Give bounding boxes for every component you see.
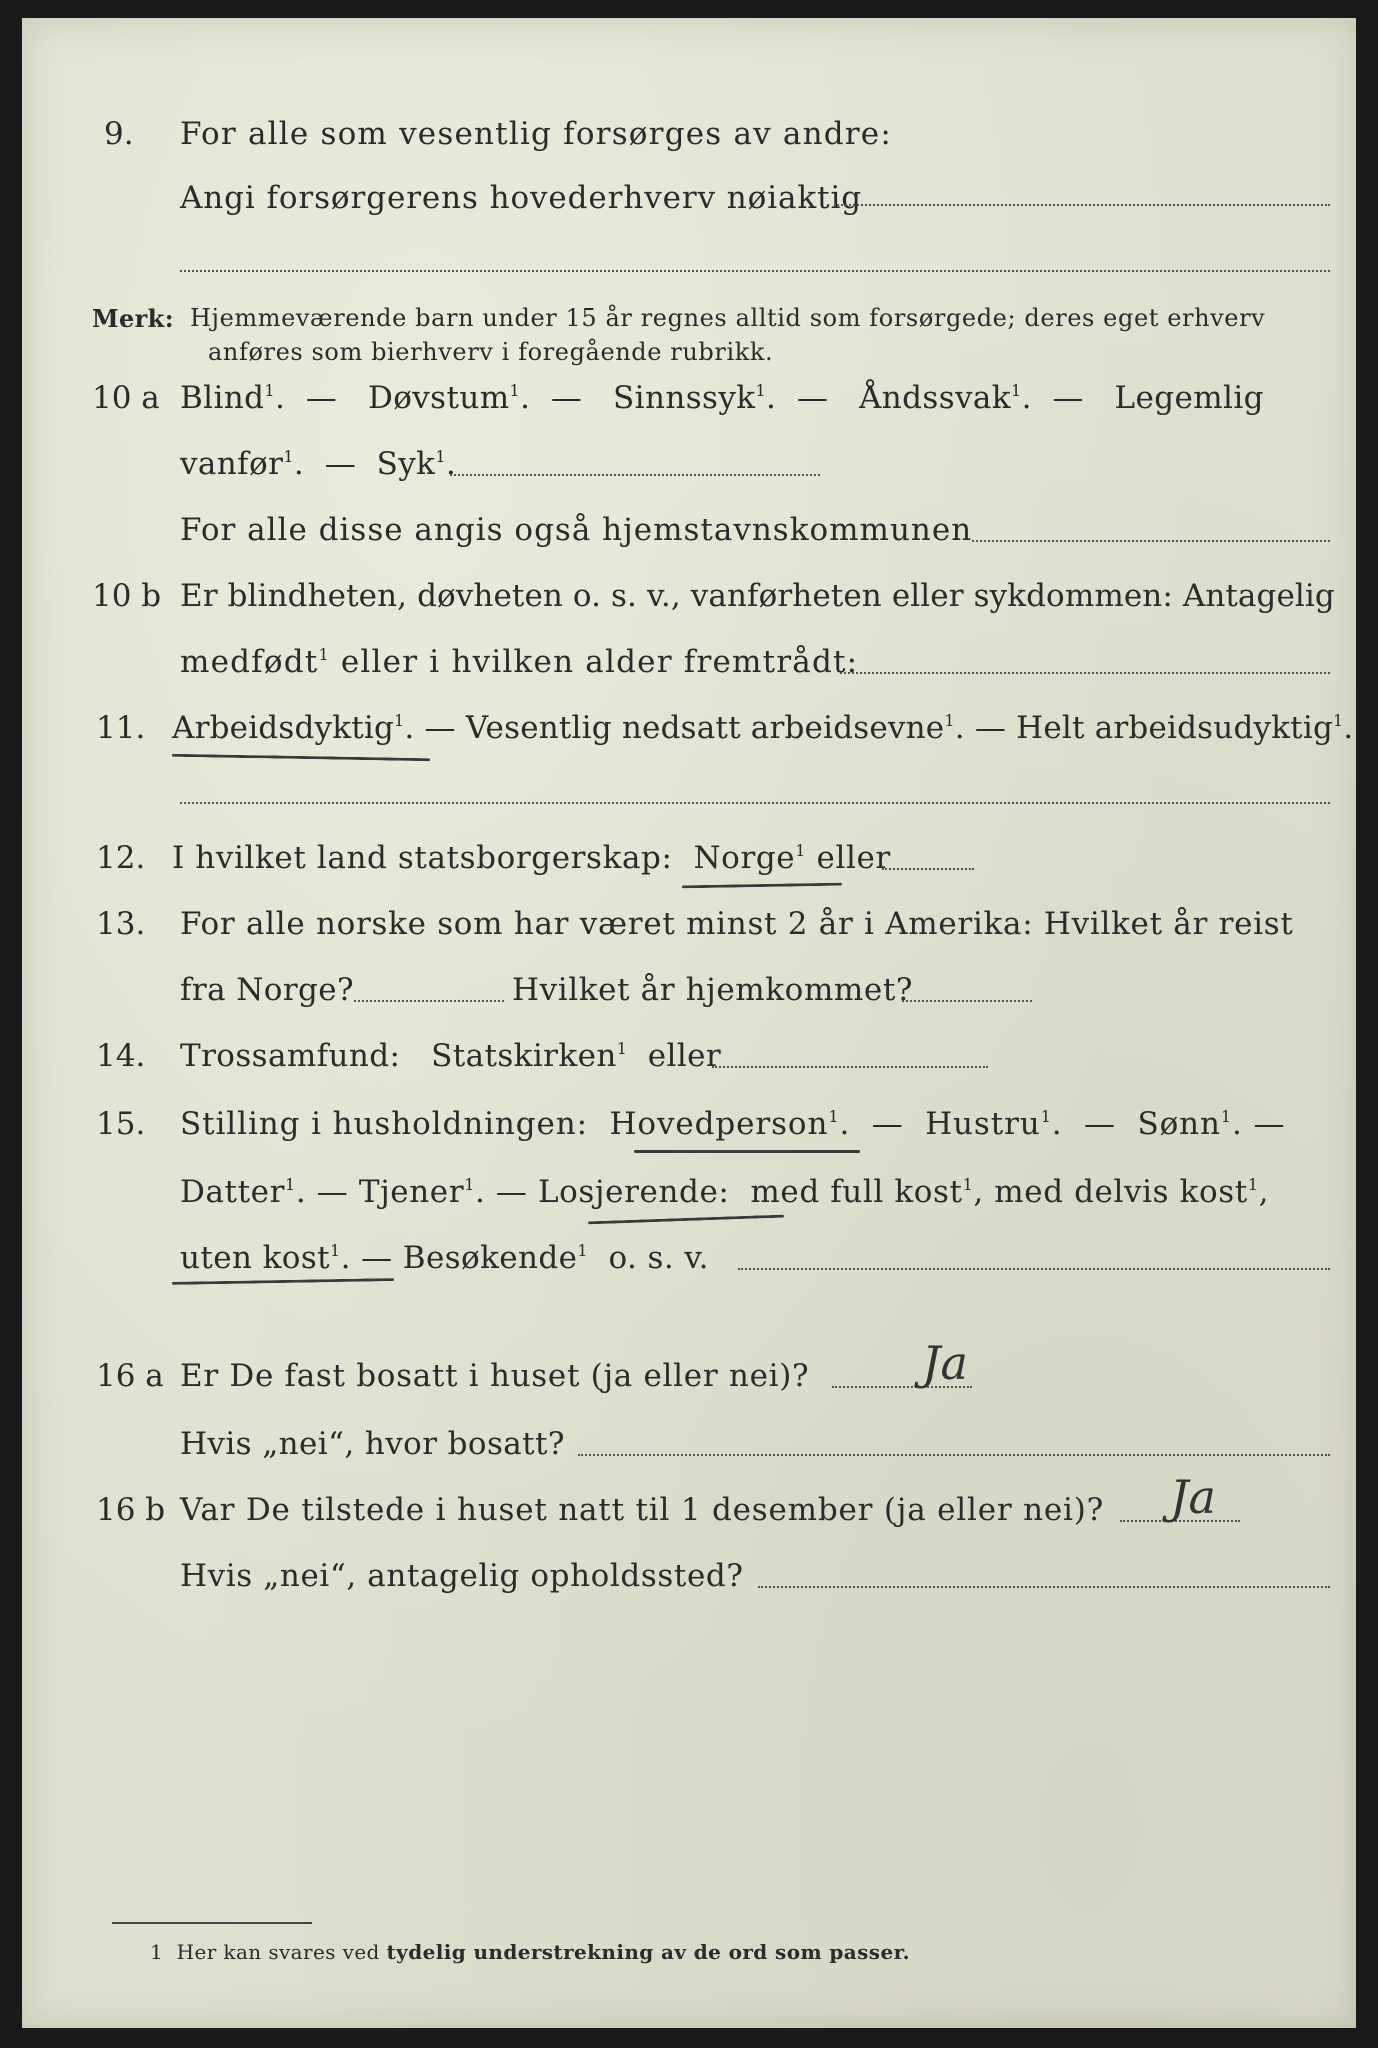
hustru-option[interactable]: Hustru [925, 1106, 1041, 1142]
q9-line2: Angi forsørgerens hovederhverv nøiaktig [180, 180, 863, 216]
q13-fra-norge: fra Norge? [180, 972, 355, 1008]
full-kost-option[interactable]: med full kost [750, 1174, 963, 1210]
q13-number: 13. [96, 906, 146, 942]
q16b-handwritten-answer[interactable]: Ja [1170, 1470, 1216, 1524]
q9-number: 9. [104, 116, 134, 152]
tjener-option[interactable]: Tjener [358, 1174, 465, 1210]
losjerende-underline [588, 1215, 784, 1225]
andssvak-option[interactable]: Åndssvak [858, 380, 1011, 416]
medfodt-option[interactable]: medfødt [180, 644, 319, 680]
q10a-line3: For alle disse angis også hjemstavnskommunen [180, 512, 973, 548]
q10b-number: 10 b [92, 578, 162, 614]
q14-answer-line[interactable] [712, 1066, 988, 1068]
q12-line: I hvilket land statsborgerskap: Norge$^1$ eller [172, 840, 891, 876]
footnote-mark: 1 [150, 1940, 164, 1964]
uten-kost-underline [172, 1278, 394, 1285]
q11-number: 11. [96, 710, 146, 746]
syk-option[interactable]: Syk [376, 446, 436, 482]
q12-answer-line[interactable] [882, 868, 974, 870]
q16b-line1: Var De tilstede i huset natt til 1 desember (ja eller nei)? [180, 1492, 1105, 1528]
sonn-option[interactable]: Sønn [1137, 1106, 1221, 1142]
datter-option[interactable]: Datter [180, 1174, 286, 1210]
census-form-page [22, 18, 1356, 2028]
q13-hjemkommet: Hvilket år hjemkommet? [512, 972, 914, 1008]
q14-line: Trossamfund: Statskirken$^1$ eller [180, 1038, 722, 1074]
q10b-line1: Er blindheten, døvheten o. s. v., vanførheten eller sykdommen: Antagelig [180, 578, 1335, 614]
q10b-answer-line[interactable] [840, 672, 1330, 674]
q16a-bosatt-line[interactable] [578, 1454, 1330, 1456]
q13-hjemkommet-line[interactable] [902, 1000, 1032, 1002]
q16b-line2: Hvis „nei“, antagelig opholdssted? [180, 1558, 744, 1594]
q15-number: 15. [96, 1106, 146, 1142]
q9-answer-line[interactable] [834, 204, 1330, 206]
merk-line1: Hjemmeværende barn under 15 år regnes alltid som forsørgede; deres eget erhverv [190, 304, 1266, 332]
hovedperson-underline [634, 1150, 860, 1153]
q16a-line2: Hvis „nei“, hvor bosatt? [180, 1426, 565, 1462]
sinnssyk-option[interactable]: Sinnssyk [613, 380, 756, 416]
hovedperson-option[interactable]: Hovedperson [609, 1106, 829, 1142]
nedsatt-option[interactable]: Vesentlig nedsatt arbeidsevne [465, 710, 945, 746]
q11-line: Arbeidsdyktig$^1$. — Vesentlig nedsatt arbeidsevne$^1$. — Helt arbeidsudyktig$^1$. [172, 710, 1354, 746]
q16b-opholdssted-line[interactable] [758, 1586, 1330, 1588]
merk-line2: anføres som bierhverv i foregående rubrikk. [208, 338, 774, 366]
uten-kost-option[interactable]: uten kost [180, 1240, 331, 1276]
blind-option[interactable]: Blind [180, 380, 265, 416]
footnote: 1 Her kan svares ved tydelig understrekning av de ord som passer. [150, 1940, 911, 1964]
q10a-number: 10 a [92, 380, 160, 416]
q15-line3: uten kost$^1$. — Besøkende$^1$ o. s. v. [180, 1240, 709, 1276]
q13-reist-line[interactable] [354, 1000, 504, 1002]
besokende-option[interactable]: Besøkende [402, 1240, 578, 1276]
norge-underline [682, 883, 842, 889]
losjerende-option[interactable]: Losjerende: [537, 1174, 730, 1210]
q9-line1: For alle som vesentlig forsørges av andre: [180, 116, 892, 152]
dovstum-option[interactable]: Døvstum [367, 380, 510, 416]
delvis-kost-option[interactable]: med delvis kost [994, 1174, 1248, 1210]
merk-label: Merk: [92, 304, 174, 333]
udyktig-option[interactable]: Helt arbeidsudyktig [1016, 710, 1333, 746]
q10a-line1: Blind$^1$. — Døvstum$^1$. — Sinnssyk$^1$. — Åndssvak$^1$. — Legemlig [180, 380, 1264, 416]
arbeidsdyktig-underline [172, 754, 430, 762]
q10a-syk-line[interactable] [450, 474, 820, 476]
q10a-hjemstavn-line[interactable] [972, 540, 1330, 542]
q16b-number: 16 b [96, 1492, 166, 1528]
q16a-line1: Er De fast bosatt i huset (ja eller nei)? [180, 1358, 810, 1394]
q9-answer-line-2[interactable] [180, 270, 1330, 272]
q13-line1: For alle norske som har været minst 2 år i Amerika: Hvilket år reist [180, 906, 1294, 942]
q11-answer-line[interactable] [180, 802, 1330, 804]
legemlig-option[interactable]: Legemlig [1114, 380, 1264, 416]
footnote-rule [112, 1922, 312, 1924]
q16a-number: 16 a [96, 1358, 164, 1394]
q15-answer-line[interactable] [738, 1268, 1330, 1270]
q16a-handwritten-answer[interactable]: Ja [922, 1336, 968, 1390]
statskirken-option[interactable]: Statskirken [431, 1038, 617, 1074]
q15-line1: Stilling i husholdningen: Hovedperson$^1$. — Hustru$^1$. — Sønn$^1$. — [180, 1106, 1286, 1142]
vanfor-option[interactable]: vanfør [180, 446, 284, 482]
q15-line2: Datter$^1$. — Tjener$^1$. — Losjerende: med full kost$^1$, med delvis kost$^1$, [180, 1174, 1270, 1210]
norge-option[interactable]: Norge [693, 840, 796, 876]
q14-number: 14. [96, 1038, 146, 1074]
q10a-line2: vanfør$^1$. — Syk$^1$. [180, 446, 457, 482]
arbeidsdyktig-option[interactable]: Arbeidsdyktig [172, 710, 395, 746]
q12-number: 12. [96, 840, 146, 876]
q10b-line2: medfødt$^1$ eller i hvilken alder fremtrådt: [180, 644, 859, 680]
